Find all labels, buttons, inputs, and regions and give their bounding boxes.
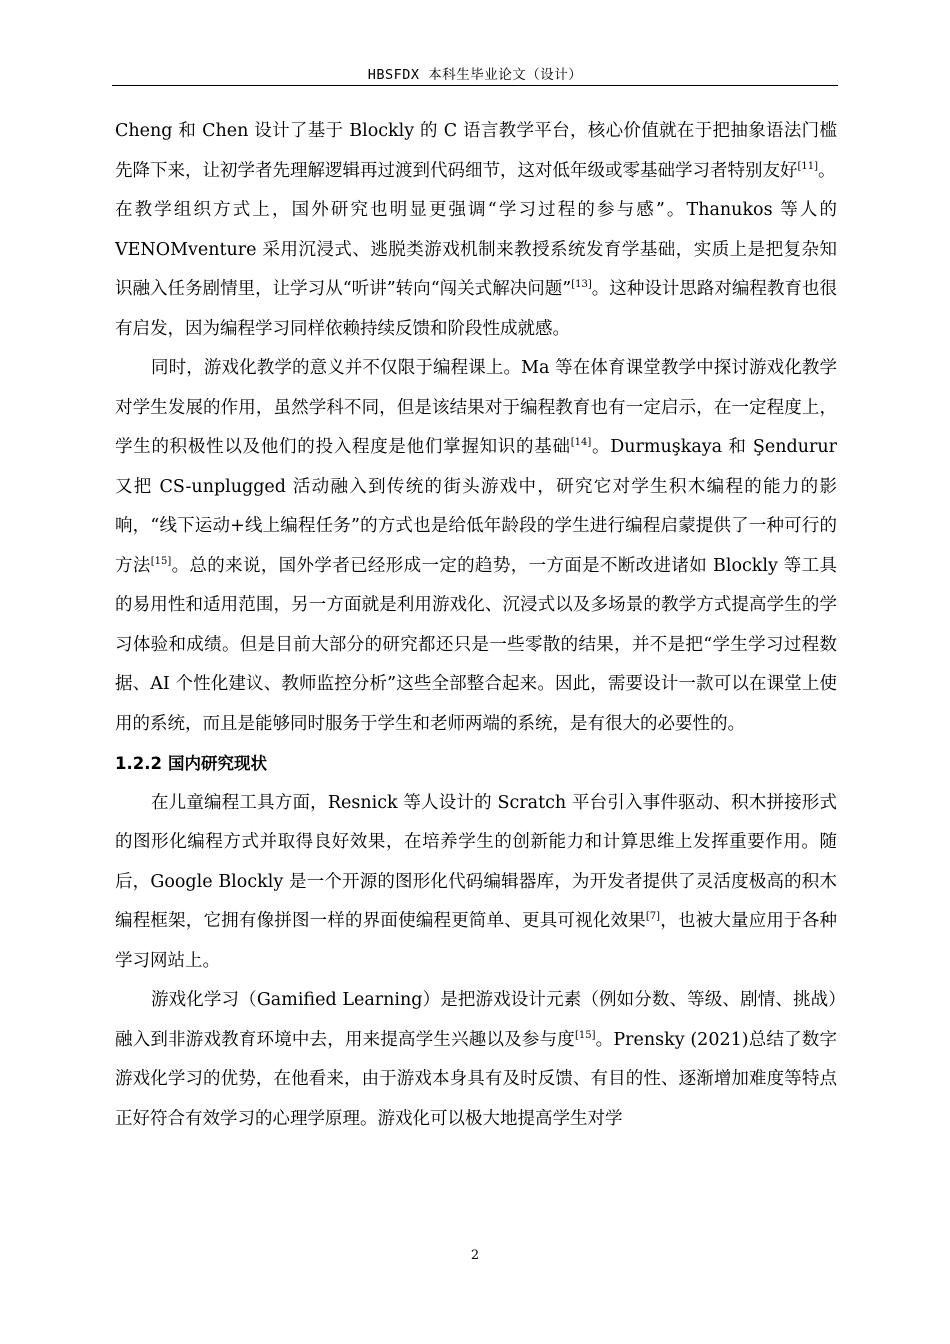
paragraphs-before-heading xyxy=(115,112,837,744)
paragraph-text: Cheng 和 Chen 设计了基于 Blockly 的 C 语言教学平台，核心价值就在于把抽象语法门槛先降下来，让初学者先理解逻辑再过渡到代码细节，这对低年级或零基础学习者特别友好 xyxy=(115,121,837,181)
header-rule xyxy=(112,85,838,86)
section-number: 1.2.2 xyxy=(115,754,162,773)
paragraph-text: 。总的来说，国外学者已经形成一定的趋势，一方面是不断改进诸如 Blockly 等工具的易用性和适用范围，另一方面就是利用游戏化、沉浸式以及多场景的教学方式提高学生的学习体验和成绩。但是目前大部分的研究都还只是一些零散的结果，并不是把“学生学习过程数据、AI 个性化建议、教师监控分析”这些全部整合起来。因此，需要设计一款可以在课堂上使用的系统，而且是能够同时服务于学生和老师两端的系统，是有很大的必要性的。 xyxy=(115,555,837,734)
body-paragraph xyxy=(115,784,837,982)
paragraph-text: 。这种设计思路对编程教育也很有启发，因为编程学习同样依赖持续反馈和阶段性成就感。 xyxy=(115,279,837,339)
body-paragraph xyxy=(115,191,837,349)
paragraph-text: 同时，游戏化教学的意义并不仅限于编程课上。Ma 等在体育课堂教学中探讨游戏化教学对学生发展的作用，虽然学科不同，但是该结果对于编程教育也有一定启示，在一定程度上，学生的积极性以及他们的投入程度是他们掌握知识的基础 xyxy=(115,358,837,457)
citation-marker: [13] xyxy=(571,279,592,291)
citation-marker: [11] xyxy=(797,160,819,172)
running-header: HBSFDX 本科生毕业论文（设计） xyxy=(367,67,583,83)
body-text xyxy=(115,112,837,1139)
paragraph-text: 游戏化学习（Gamified Learning）是把游戏设计元素（例如分数、等级、剧情、挑战）融入到非游戏教育环境中去，用来提高学生兴趣以及参与度 xyxy=(115,990,837,1050)
citation-marker: [7] xyxy=(645,911,661,923)
section-title: 国内研究现状 xyxy=(167,754,267,773)
paragraph-text: 在儿童编程工具方面，Resnick 等人设计的 Scratch 平台引入事件驱动、积木拼接形式的图形化编程方式并取得良好效果，在培养学生的创新能力和计算思维上发挥重要作用。随后，Google Blockly 是一个开源的图形化代码编辑器库，为开发者提供了灵活度极高的积木编程框架，它拥有像拼图一样的界面使编程更简单、更具可视化效果 xyxy=(115,792,837,931)
body-paragraph xyxy=(115,112,837,191)
paragraph-text: 。Durmuşkaya 和 Şendurur 又把 CS-unplugged 活动融入到传统的街头游戏中，研究它对学生积木编程的能力的影响，“线下运动+线上编程任务”的方式也是给低年龄段的学生进行编程启蒙提供了一种可行的方法 xyxy=(115,437,837,576)
citation-marker: [15] xyxy=(150,555,172,567)
citation-marker: [15] xyxy=(574,1029,596,1041)
page-number: 2 xyxy=(470,1248,480,1263)
paragraph-text: ，也被大量应用于各种学习网站上。 xyxy=(115,911,838,971)
paragraph-text: 。 xyxy=(818,160,836,181)
paragraph-text: 。Prensky (2021)总结了数字游戏化学习的优势，在他看来，由于游戏本身具有及时反馈、有目的性、逐渐增加难度等特点正好符合有效学习的心理学原理。游戏化可以极大地提高学生对学 xyxy=(115,1029,837,1129)
body-paragraph xyxy=(115,349,837,744)
citation-marker: [14] xyxy=(570,437,592,449)
paragraph-text: 在教学组织方式上，国外研究也明显更强调“学习过程的参与感”。Thanukos 等人的 VENOMventure 采用沉浸式、逃脱类游戏机制来教授系统发育学基础，实质上是把复杂知识融入任务剧情里，让学习从“听讲”转向“闯关式解决问题” xyxy=(115,200,837,299)
paragraphs-after-heading xyxy=(115,784,837,1140)
body-paragraph xyxy=(115,981,837,1139)
section-heading xyxy=(115,744,837,784)
